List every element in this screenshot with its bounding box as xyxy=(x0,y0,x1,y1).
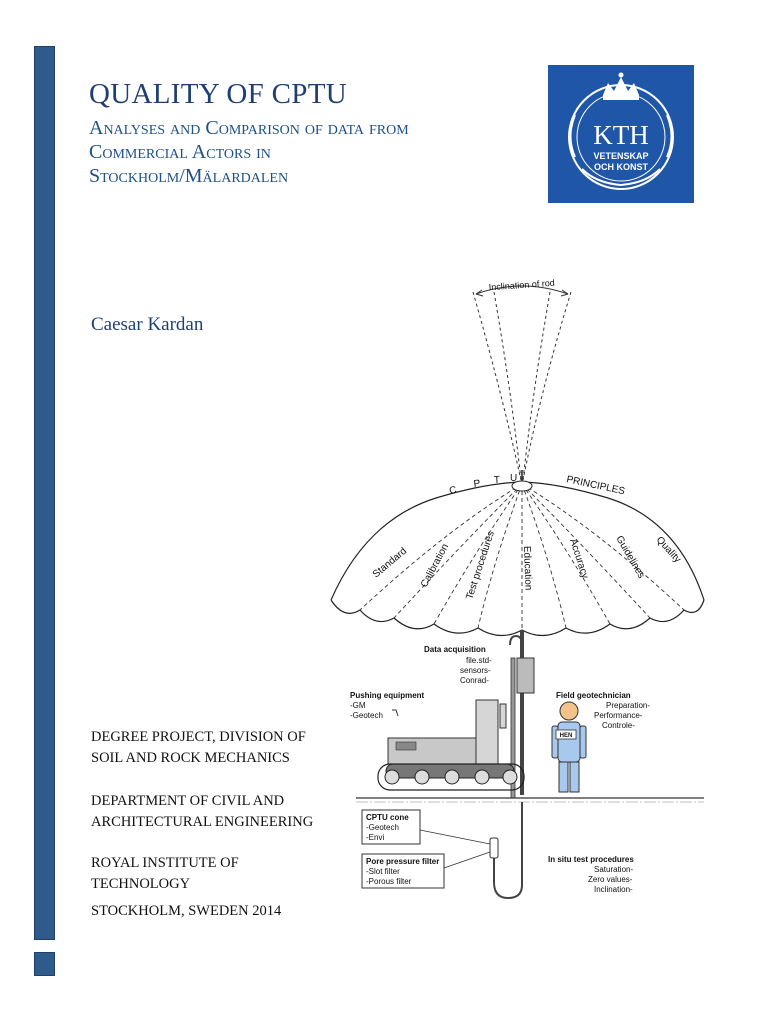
degree-project: DEGREE PROJECT, DIVISION OF SOIL AND ROCK MECHANICS xyxy=(91,729,306,766)
cptu-letter: C xyxy=(448,484,458,497)
pore-pressure-item: -Porous filter xyxy=(366,877,412,886)
data-acquisition-item: sensors- xyxy=(460,666,491,675)
cptu-umbrella-figure xyxy=(326,270,708,910)
cptu-letter: P xyxy=(473,478,481,490)
cptu-cone-title: CPTU cone xyxy=(366,813,409,822)
subtitle-line: Commercial Actors in xyxy=(89,141,271,163)
subtitle-line: Stockholm/Mälardalen xyxy=(89,165,289,187)
subtitle-line: Analyses and Comparison of data from xyxy=(89,117,409,139)
panel-accuracy: Accuracy xyxy=(567,537,591,581)
document-subtitle xyxy=(89,116,529,188)
in-situ-item: Zero values- xyxy=(588,875,633,884)
institute: ROYAL INSTITUTE OF TECHNOLOGY xyxy=(91,855,239,892)
panel-calibration: Calibration xyxy=(418,542,452,590)
cptu-cone-item: -Envi xyxy=(366,833,385,842)
in-situ-item: Saturation- xyxy=(594,865,634,874)
author-name: Caesar Kardan xyxy=(91,314,204,335)
hen-badge: HEN xyxy=(559,733,573,739)
pushing-equipment-item: -GM xyxy=(350,701,366,710)
document-title: QUALITY OF CPTU xyxy=(89,78,347,110)
kth-logo xyxy=(548,65,694,203)
logo-line1: VETENSKAP xyxy=(593,151,649,161)
panel-standard: Standard xyxy=(370,545,410,581)
in-situ-title: In situ test procedures xyxy=(548,855,634,864)
field-geotechnician-item: Controle- xyxy=(602,721,635,730)
field-geotechnician-item: Preparation- xyxy=(606,701,651,710)
location-date: STOCKHOLM, SWEDEN 2014 xyxy=(91,903,282,919)
pushing-equipment-title: Pushing equipment xyxy=(350,691,425,700)
pushing-equipment-item: -Geotech xyxy=(350,711,383,720)
panel-education: Education xyxy=(521,545,534,591)
principles-label: PRINCIPLES xyxy=(565,474,626,498)
left-accent-square xyxy=(34,952,55,976)
panel-test-procedures: Test procedures xyxy=(464,529,497,601)
data-acquisition-item: Conrad- xyxy=(460,676,489,685)
panel-guidelines: Guidelines xyxy=(613,534,647,581)
cptu-cone-item: -Geotech xyxy=(366,823,399,832)
inclination-label: Inclination of rod xyxy=(488,277,556,293)
cptu-letter: U xyxy=(510,473,518,484)
field-geotechnician-item: Performance- xyxy=(594,711,643,720)
logo-line2: OCH KONST xyxy=(594,162,648,172)
data-acquisition-title: Data acquisition xyxy=(424,645,486,654)
in-situ-item: Inclination- xyxy=(594,885,633,894)
pore-pressure-title: Pore pressure filter xyxy=(366,857,440,866)
field-geotechnician-title: Field geotechnician xyxy=(556,691,631,700)
panel-quality: Quality xyxy=(653,534,683,566)
kth-seal-icon xyxy=(548,65,694,203)
pore-pressure-item: -Slot filter xyxy=(366,867,400,876)
data-acquisition-item: file.std- xyxy=(466,656,492,665)
cptu-letter: T xyxy=(493,474,501,486)
left-accent-bar xyxy=(34,46,55,940)
logo-letters: KTH xyxy=(593,120,649,150)
department: DEPARTMENT OF CIVIL AND ARCHITECTURAL ENGINEERING xyxy=(91,793,314,830)
